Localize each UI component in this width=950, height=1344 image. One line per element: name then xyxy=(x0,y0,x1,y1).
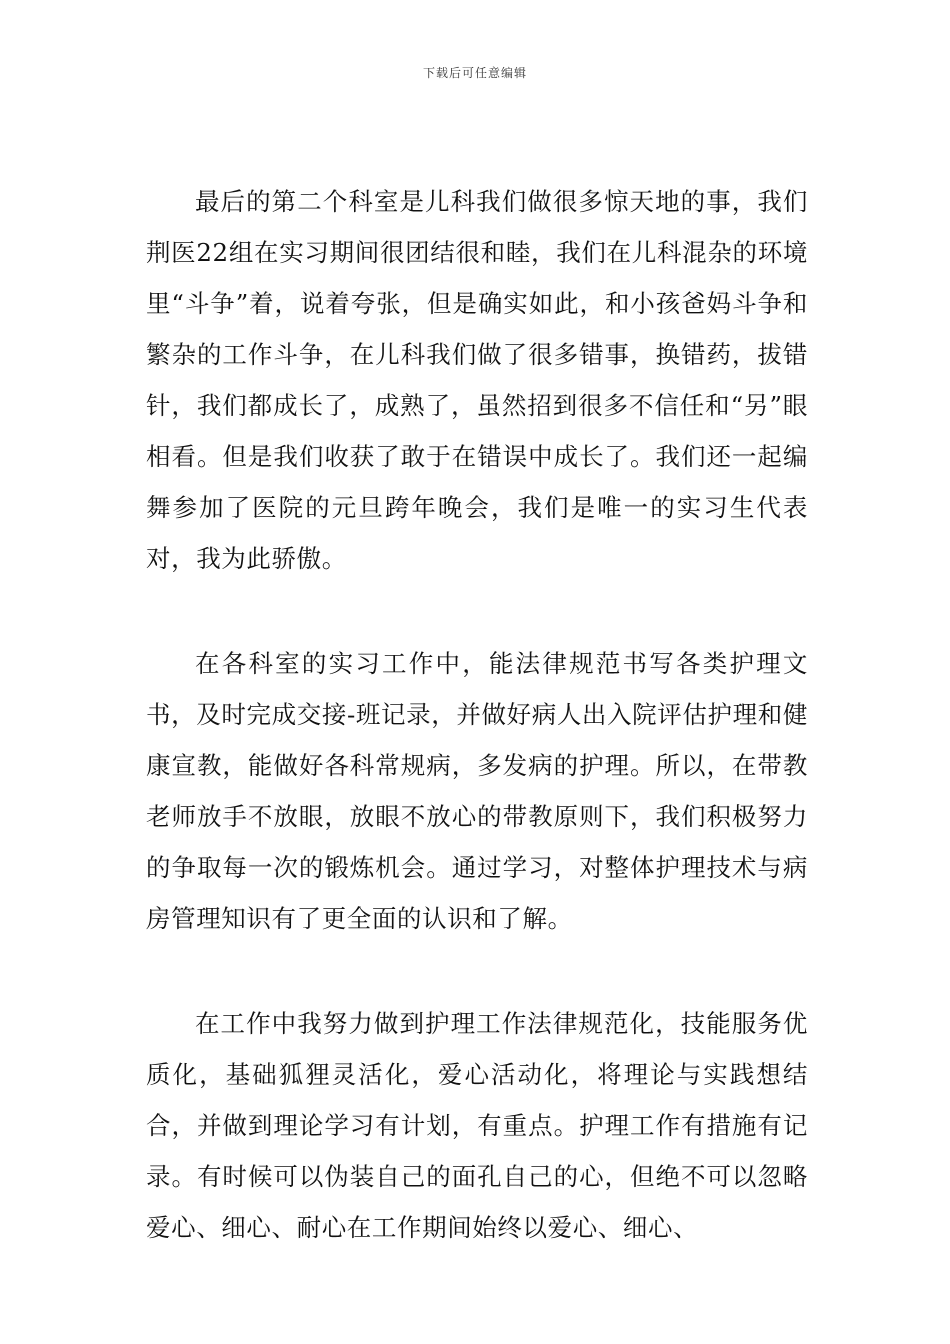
paragraph-nursing-documentation: 在各科室的实习工作中，能法律规范书写各类护理文书，及时完成交接-班记录，并做好病人出入院评估护理和健康宣教，能做好各科常规病，多发病的护理。所以，在带教老师放手不放眼，放眼不放心的带教原则下，我们积极努力的争取每一次的锻炼机会。通过学习，对整体护理技术与病房管理知识有了更全面的认识和了解。 xyxy=(146,649,808,933)
page-header-note: 下载后可任意编辑 xyxy=(422,66,527,80)
paragraph-work-standards: 在工作中我努力做到护理工作法律规范化，技能服务优质化，基础狐狸灵活化，爱心活动化，将理论与实践想结合，并做到理论学习有计划，有重点。护理工作有措施有记录。有时候可以伪装自己的面孔自己的心，但绝不可以忽略爱心、细心、耐心在工作期间始终以爱心、细心、 xyxy=(146,1009,808,1242)
paragraph-pediatrics: 最后的第二个科室是儿科我们做很多惊天地的事，我们荆医22组在实习期间很团结很和睦，我们在儿科混杂的环境里“斗争”着，说着夸张，但是确实如此，和小孩爸妈斗争和繁杂的工作斗争，在儿科我们做了很多错事，换错药，拔错针，我们都成长了，成熟了，虽然招到很多不信任和“另”眼相看。但是我们收获了敢于在错误中成长了。我们还一起编舞参加了医院的元旦跨年晚会，我们是唯一的实习生代表对，我为此骄傲。 xyxy=(146,187,808,573)
document-body xyxy=(146,176,808,1307)
